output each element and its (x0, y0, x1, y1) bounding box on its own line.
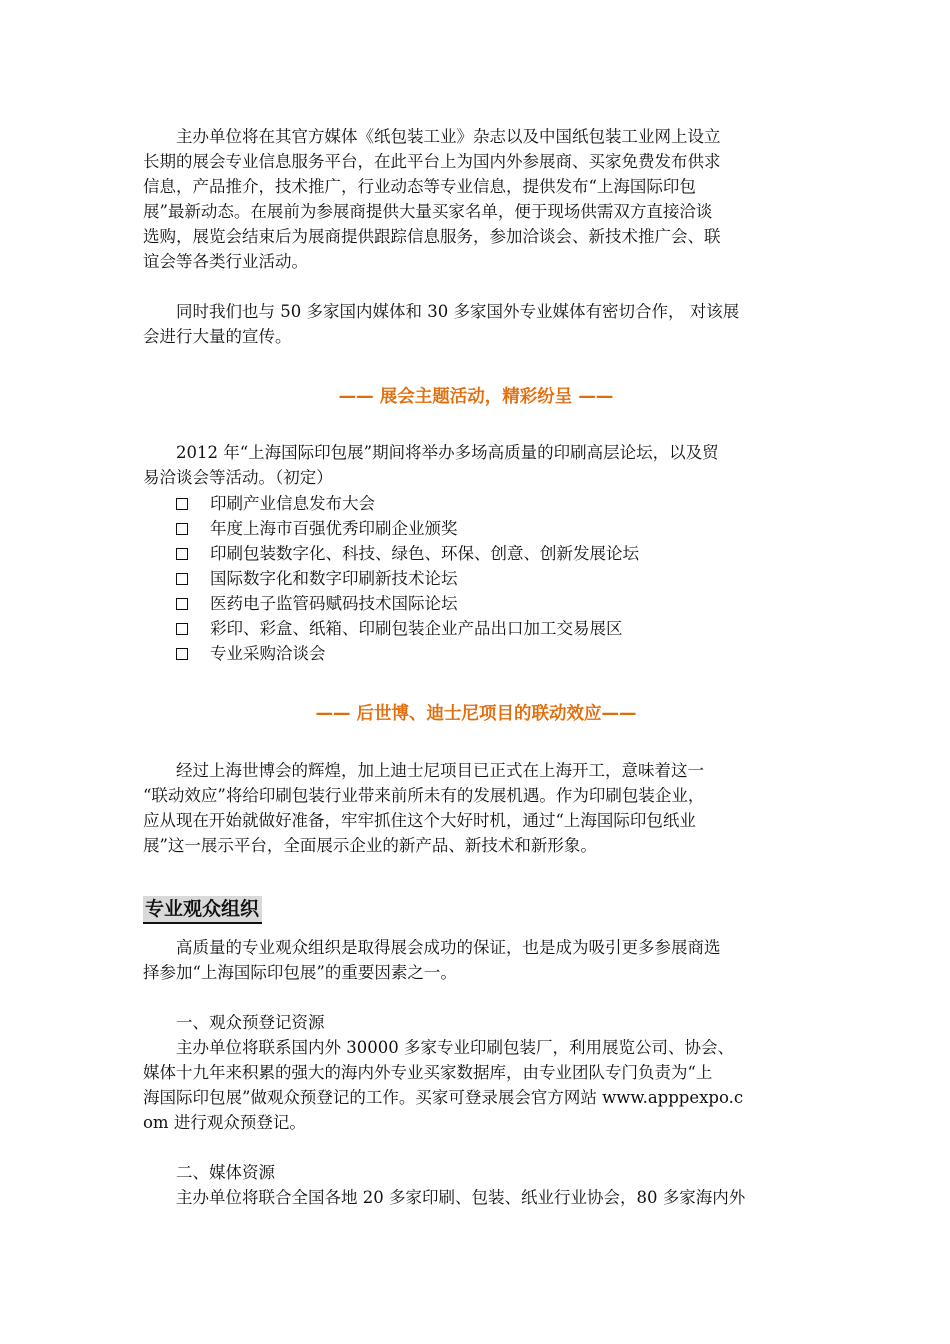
text-line: 展”这一展示平台，全面展示企业的新产品、新技术和新形象。 (143, 836, 597, 855)
text-line: 谊会等各类行业活动。 (143, 252, 308, 271)
text-line: 展”最新动态。在展前为参展商提供大量买家名单，便于现场供需双方直接洽谈 (143, 202, 713, 221)
checkbox-square-icon (176, 598, 188, 610)
checkbox-square-icon (176, 523, 188, 535)
list-item-label: 医药电子监管码赋码技术国际论坛 (210, 594, 458, 613)
list-item (176, 491, 796, 516)
checkbox-square-icon (176, 573, 188, 585)
text-line: 海国际印包展”做观众预登记的工作。买家可登录展会官方网站 www.apppexpo.c (143, 1088, 744, 1107)
text-line: 主办单位将在其官方媒体《纸包装工业》杂志以及中国纸包装工业网上设立 (176, 127, 721, 146)
list-item-label: 专业采购洽谈会 (210, 644, 326, 663)
text-line: 同时我们也与 50 多家国内媒体和 30 多家国外专业媒体有密切合作， 对该展 (176, 302, 740, 321)
activities-list (176, 491, 796, 666)
text-line: 经过上海世博会的辉煌，加上迪士尼项目已正式在上海开工，意味着这一 (176, 761, 704, 780)
text-line: 选购，展览会结束后为展商提供跟踪信息服务，参加洽谈会、新技术推广会、联 (143, 227, 721, 246)
text-line: 主办单位将联合全国各地 20 多家印刷、包装、纸业行业协会，80 多家海内外 (176, 1188, 746, 1207)
list-item (176, 516, 796, 541)
text-line: 应从现在开始就做好准备，牢牢抓住这个大好时机，通过“上海国际印包纸业 (143, 811, 696, 830)
list-item (176, 616, 796, 641)
text-line: 长期的展会专业信息服务平台，在此平台上为国内外参展商、买家免费发布供求 (143, 152, 721, 171)
text-line: 信息，产品推介，技术推广，行业动态等专业信息，提供发布“上海国际印包 (143, 177, 696, 196)
pre-registration-section (143, 1010, 809, 1135)
media-cooperation-paragraph (143, 299, 809, 349)
linkage-effect-paragraph (143, 758, 809, 858)
subsection-title: 一、观众预登记资源 (176, 1013, 325, 1032)
intro-paragraph (143, 124, 809, 274)
list-item (176, 541, 796, 566)
checkbox-square-icon (176, 548, 188, 560)
section-heading-theme-activities: —— 展会主题活动，精彩纷呈 —— (338, 387, 614, 407)
text-line: 易洽谈会等活动。（初定） (143, 468, 333, 487)
text-line: 2012 年“上海国际印包展”期间将举办多场高质量的印刷高层论坛，以及贸 (176, 443, 719, 462)
audience-intro-paragraph (143, 935, 809, 985)
text-line: 会进行大量的宣传。 (143, 327, 292, 346)
text-line: 高质量的专业观众组织是取得展会成功的保证，也是成为吸引更多参展商选 (176, 938, 721, 957)
list-item-label: 印刷产业信息发布大会 (210, 494, 375, 513)
activities-intro-paragraph (143, 440, 809, 490)
list-item (176, 591, 796, 616)
checkbox-square-icon (176, 498, 188, 510)
section-title-audience-organization: 专业观众组织 (143, 896, 262, 924)
text-line: om 进行观众预登记。 (143, 1113, 306, 1132)
list-item-label: 年度上海市百强优秀印刷企业颁奖 (210, 519, 458, 538)
list-item (176, 641, 796, 666)
list-item-label: 彩印、彩盒、纸箱、印刷包装企业产品出口加工交易展区 (210, 619, 623, 638)
text-line: 主办单位将联系国内外 30000 多家专业印刷包装厂，利用展览公司、协会、 (176, 1038, 734, 1057)
media-resources-section (143, 1160, 809, 1210)
text-line: 择参加“上海国际印包展”的重要因素之一。 (143, 963, 457, 982)
list-item-label: 国际数字化和数字印刷新技术论坛 (210, 569, 458, 588)
list-item-label: 印刷包装数字化、科技、绿色、环保、创意、创新发展论坛 (210, 544, 639, 563)
subsection-title: 二、媒体资源 (176, 1163, 275, 1182)
checkbox-square-icon (176, 648, 188, 660)
list-item (176, 566, 796, 591)
section-heading-linkage-effect: —— 后世博、迪士尼项目的联动效应—— (315, 704, 637, 724)
text-line: “联动效应”将给印刷包装行业带来前所未有的发展机遇。作为印刷包装企业， (143, 786, 705, 805)
text-line: 媒体十九年来积累的强大的海内外专业买家数据库，由专业团队专门负责为“上 (143, 1063, 713, 1082)
checkbox-square-icon (176, 623, 188, 635)
